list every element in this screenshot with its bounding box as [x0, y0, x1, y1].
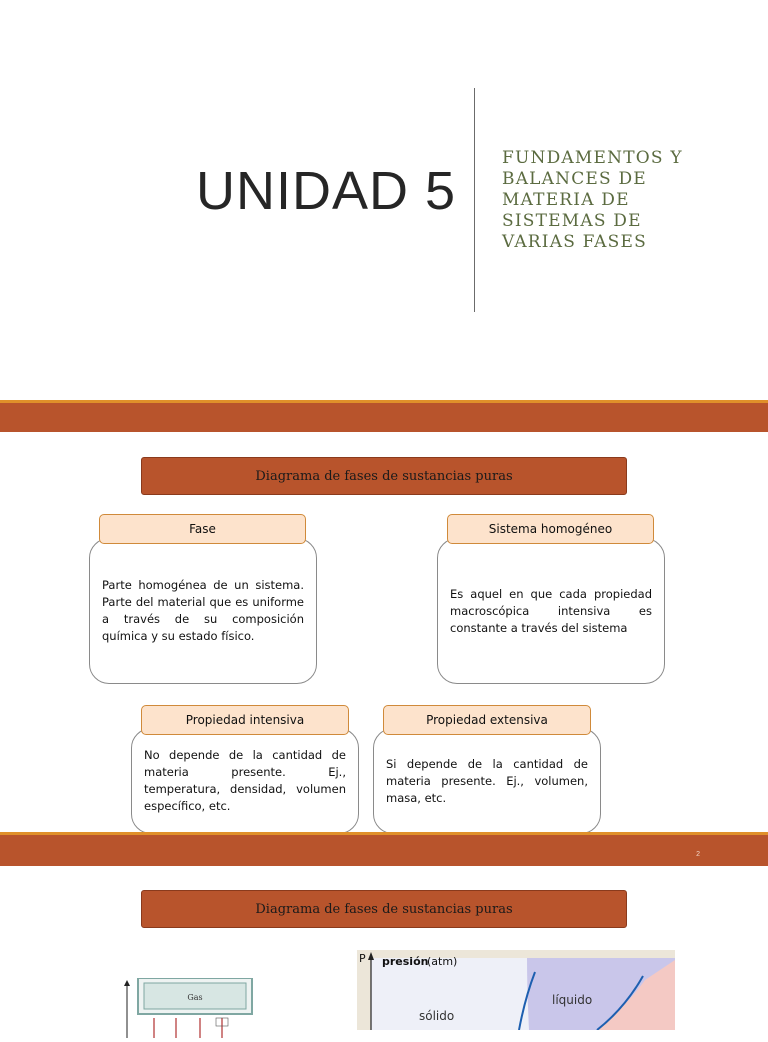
phase-diagram-image [357, 950, 675, 1030]
card-sistema-homogeneo [437, 538, 665, 684]
card-fase-label: Fase [99, 514, 306, 544]
header-band [0, 400, 768, 432]
card-propiedad-extensiva-label: Propiedad extensiva [383, 705, 591, 735]
card-propiedad-intensiva-label: Propiedad intensiva [141, 705, 349, 735]
slide-subtitle: FUNDAMENTOS Y BALANCES DE MATERIA DE SISTEMAS DE VARIAS FASES [502, 148, 683, 252]
card-propiedad-intensiva-text: No depende de la cantidad de materia presente. Ej., temperatura, densidad, volumen específico, etc. [144, 748, 346, 813]
slide-title: UNIDAD 5 [196, 161, 457, 221]
vertical-divider [474, 88, 475, 312]
region-solid-label: sólido [419, 1009, 455, 1023]
footer-band [0, 832, 768, 866]
definitions-slide [0, 400, 768, 866]
gas-label: Gas [187, 993, 203, 1002]
card-fase-text: Parte homogénea de un sistema. Parte del material que es uniforme a través de su composición química y su estado físico. [102, 578, 304, 643]
section-banner-2: Diagrama de fases de sustancias puras [141, 890, 627, 928]
title-slide [0, 0, 768, 400]
axis-unit: (atm) [427, 955, 458, 968]
gas-container-illustration [124, 978, 254, 1038]
card-propiedad-extensiva-text: Si depende de la cantidad de materia presente. Ej., volumen, masa, etc. [386, 756, 588, 805]
card-sistema-homogeneo-text: Es aquel en que cada propiedad macroscópica intensiva es constante a través del sistema [450, 586, 652, 635]
card-propiedad-extensiva [373, 728, 601, 834]
phase-diagram-slide [0, 866, 768, 1024]
page-number: 2 [696, 851, 700, 858]
region-liquid-label: líquido [552, 993, 593, 1007]
section-banner: Diagrama de fases de sustancias puras [141, 457, 627, 495]
gas-container-svg [124, 978, 254, 1038]
card-sistema-homogeneo-label: Sistema homogéneo [447, 514, 654, 544]
phase-diagram-svg [357, 950, 675, 1030]
axis-label: presión [382, 955, 429, 968]
axis-symbol: P [359, 952, 366, 965]
card-propiedad-intensiva [131, 728, 359, 834]
card-fase [89, 538, 317, 684]
